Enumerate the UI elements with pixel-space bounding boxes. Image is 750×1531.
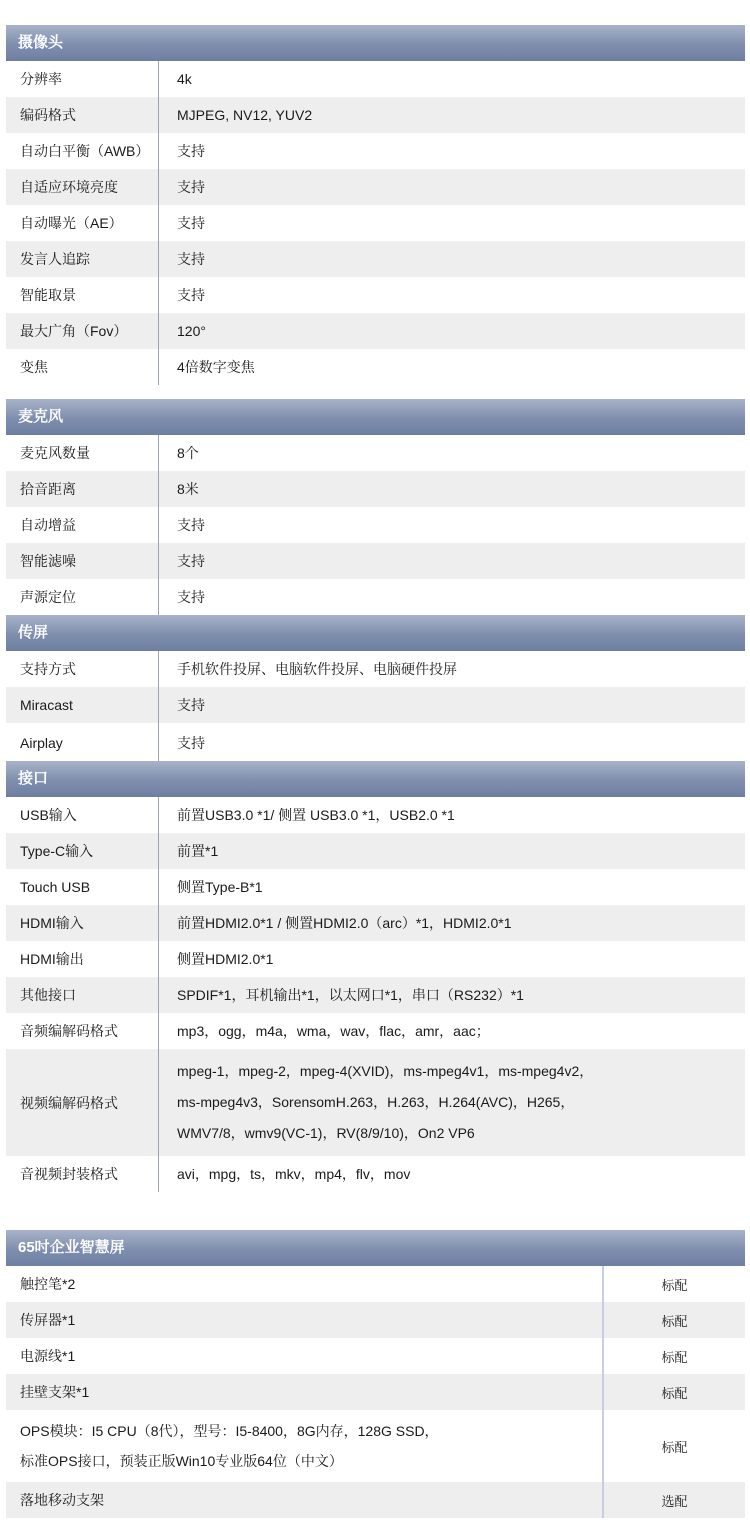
item-label: 传屏器*1 (6, 1302, 604, 1338)
table-row (6, 1049, 745, 1156)
table-row (6, 241, 745, 277)
table-row (6, 61, 745, 97)
spec-value: SPDIF*1，耳机输出*1，以太网口*1，串口（RS232）*1 (158, 977, 745, 1013)
table-row (6, 277, 745, 313)
spec-value: mp3，ogg，m4a，wma，wav，flac，amr，aac； (158, 1013, 745, 1049)
spec-value: 侧置HDMI2.0*1 (158, 941, 745, 977)
spec-value: 支持 (158, 543, 745, 579)
item-status: 选配 (661, 1493, 688, 1509)
spec-value: 8米 (158, 471, 745, 507)
spec-label: 发言人追踪 (20, 251, 90, 267)
table-row (6, 833, 745, 869)
table-row (6, 313, 745, 349)
spec-label: 最大广角（Fov） (20, 323, 128, 339)
spec-label: 音频编解码格式 (20, 1023, 118, 1039)
spec-label: 其他接口 (20, 987, 76, 1003)
item-label (6, 1410, 604, 1482)
item-label-line: OPS模块：I5 CPU（8代），型号：I5-8400，8G内存，128G SSD， (20, 1423, 439, 1439)
table-row (6, 349, 745, 385)
spec-value: 手机软件投屏、电脑软件投屏、电脑硬件投屏 (158, 651, 745, 687)
spec-label: 声源定位 (20, 589, 76, 605)
spec-label: HDMI输入 (20, 915, 84, 931)
spec-value: 支持 (158, 133, 745, 169)
spec-label: 视频编解码格式 (20, 1094, 118, 1111)
table-row (6, 723, 745, 762)
table-row (6, 97, 745, 133)
spec-label: 变焦 (20, 359, 48, 375)
spec-label: Miracast (20, 697, 73, 713)
item-status: 标配 (661, 1277, 688, 1293)
spec-label: 智能取景 (20, 287, 76, 303)
spec-value-line: WMV7/8，wmv9(VC-1)，RV(8/9/10)，On2 VP6 (177, 1125, 475, 1141)
table-row (6, 941, 745, 977)
table-row (6, 169, 745, 205)
table-row (6, 471, 745, 507)
casting-section (6, 615, 745, 762)
table-row (6, 1302, 745, 1338)
microphone-section (6, 399, 745, 615)
item-label: 落地移动支架 (6, 1482, 604, 1518)
table-row (6, 651, 745, 687)
item-status: 标配 (661, 1313, 688, 1329)
section-header: 65吋企业智慧屏 (6, 1230, 745, 1266)
spec-label: 音视频封装格式 (20, 1166, 118, 1182)
package-section (6, 1230, 745, 1518)
item-status: 标配 (661, 1385, 688, 1401)
spec-label: Type-C输入 (20, 843, 94, 859)
table-row (6, 905, 745, 941)
table-row (6, 1338, 745, 1374)
section-header: 麦克风 (6, 399, 745, 435)
spec-label: 编码格式 (20, 107, 76, 123)
item-label-line: 标准OPS接口，预装正版Win10专业版64位（中文） (20, 1453, 343, 1469)
spec-label: 自动白平衡（AWB） (20, 143, 150, 159)
spec-label: 自适应环境亮度 (20, 179, 118, 195)
spec-label: 拾音距离 (20, 481, 76, 497)
item-status: 标配 (661, 1349, 688, 1365)
table-row (6, 869, 745, 905)
spec-value: 支持 (158, 241, 745, 277)
spec-label: Airplay (20, 734, 63, 751)
spec-value: 前置HDMI2.0*1 / 侧置HDMI2.0（arc）*1，HDMI2.0*1 (158, 905, 745, 941)
spec-label: 自动曝光（AE） (20, 215, 123, 231)
spec-value: MJPEG, NV12, YUV2 (158, 97, 745, 133)
item-label: 挂壁支架*1 (6, 1374, 604, 1410)
item-status: 标配 (661, 1439, 688, 1455)
table-row (6, 205, 745, 241)
spec-value: 支持 (158, 723, 745, 762)
spec-value: 支持 (158, 205, 745, 241)
spec-value: avi，mpg，ts，mkv，mp4，flv，mov (158, 1156, 745, 1192)
table-row (6, 1013, 745, 1049)
table-row (6, 1410, 745, 1482)
spec-value: 4k (158, 61, 745, 97)
table-row (6, 133, 745, 169)
spec-value: 支持 (158, 579, 745, 615)
spec-value: 支持 (158, 277, 745, 313)
item-label: 电源线*1 (6, 1338, 604, 1374)
spec-value: 支持 (158, 507, 745, 543)
table-row (6, 1266, 745, 1302)
spec-value: 4倍数字变焦 (158, 349, 745, 385)
spec-value: 120° (158, 313, 745, 349)
spec-value: 前置*1 (158, 833, 745, 869)
spec-label: USB输入 (20, 807, 77, 823)
spec-label: 分辨率 (20, 71, 62, 87)
table-row (6, 1482, 745, 1518)
section-header: 接口 (6, 761, 745, 797)
spec-label: HDMI输出 (20, 951, 84, 967)
spec-value: 前置USB3.0 *1/ 侧置 USB3.0 *1，USB2.0 *1 (158, 797, 745, 833)
table-row (6, 1156, 745, 1192)
spec-label: 支持方式 (20, 661, 76, 677)
table-row (6, 1374, 745, 1410)
spec-value: 支持 (158, 687, 745, 723)
table-row (6, 435, 745, 471)
table-row (6, 797, 745, 833)
spec-value (158, 1049, 745, 1156)
spec-value: 8个 (158, 435, 745, 471)
spec-label: 智能滤噪 (20, 553, 76, 569)
spec-label: 麦克风数量 (20, 445, 90, 461)
section-header: 传屏 (6, 615, 745, 651)
spec-label: Touch USB (20, 879, 91, 895)
table-row (6, 579, 745, 615)
spec-value-line: mpeg-1，mpeg-2，mpeg-4(XVID)，ms-mpeg4v1，ms-mpeg4v2， (177, 1063, 594, 1079)
spec-label: 自动增益 (20, 517, 76, 533)
table-row (6, 543, 745, 579)
spec-value: 支持 (158, 169, 745, 205)
item-label: 触控笔*2 (6, 1266, 604, 1302)
table-row (6, 977, 745, 1013)
table-row (6, 507, 745, 543)
spec-value-line: ms-mpeg4v3，SorensomH.263，H.263，H.264(AVC)，H265， (177, 1094, 575, 1110)
table-row (6, 687, 745, 723)
section-header: 摄像头 (6, 25, 745, 61)
camera-section (6, 25, 745, 385)
ports-section (6, 761, 745, 1192)
spec-value: 侧置Type-B*1 (158, 869, 745, 905)
